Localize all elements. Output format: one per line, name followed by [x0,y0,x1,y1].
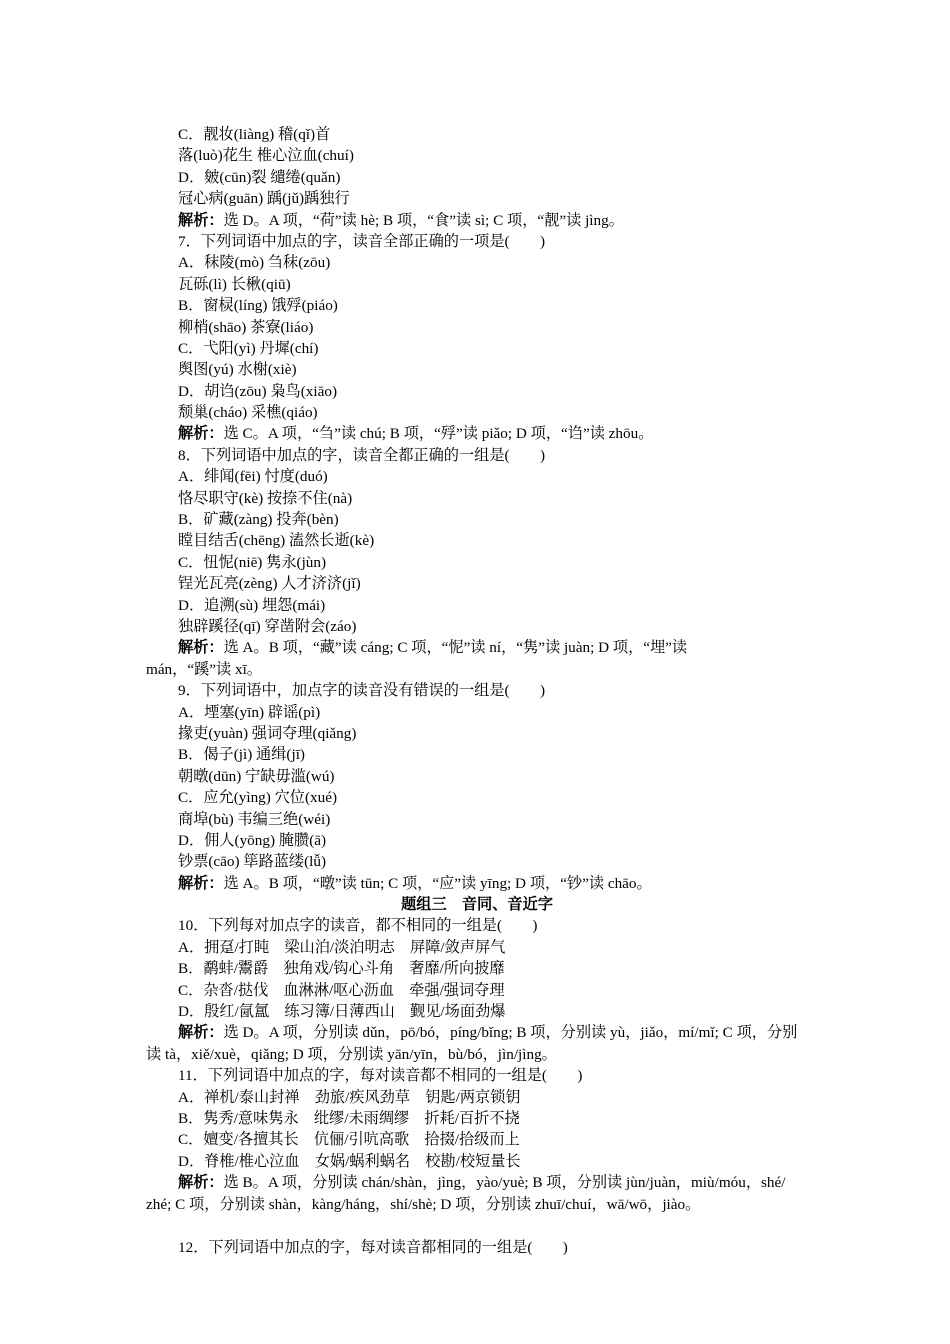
line-text: B．偈子(jì) 通缉(jī) [178,746,305,764]
analysis-line [146,637,808,658]
line-text: C．忸怩(niē) 隽永(jùn) [178,553,327,571]
line-text: 7．下列词语中加点的字，读音全部正确的一项是( ) [178,232,546,250]
option-line [146,1108,808,1129]
line-text: 读 tà，xiě/xuè，qiǎng; D 项，分别读 yān/yīn，bù/bó，jìn/jìng。 [146,1045,557,1063]
question-line [146,1065,808,1086]
option-continuation [146,488,808,509]
line-text: 选 C。A 项，“刍”读 chú; B 项，“殍”读 piǎo; D 项，“诌”读 zhōu。 [223,425,654,443]
option-line [146,552,808,573]
line-text: 柳梢(shāo) 茶寮(liáo) [178,318,314,336]
line-text: 选 B。A 项，分别读 chán/shàn，jìng，yào/yuè; B 项，分别读 jùn/juàn，miù/móu，shé/ [223,1174,786,1192]
line-text: 掾吏(yuàn) 强词夺理(qiǎng) [178,724,357,742]
line-text: 选 A。B 项，“暾”读 tūn; C 项，“应”读 yīng; D 项，“钞”读 chāo。 [223,874,652,892]
line-text: zhé; C 项，分别读 shàn，kàng/háng，shí/shè; D 项，分别读 zhuī/chuí，wā/wō，jiào。 [146,1195,701,1213]
question-line [146,445,808,466]
line-text: A．堙塞(yīn) 辟谣(pì) [178,703,321,721]
option-continuation [146,616,808,637]
option-line [146,381,808,402]
question-line [146,680,808,701]
line-text: 题组三 音同、音近字 [401,896,553,914]
option-continuation [146,530,808,551]
option-line [146,958,808,979]
line-text: 朝暾(dūn) 宁缺毋滥(wú) [178,767,335,785]
line-text: C．应允(yìng) 穴位(xué) [178,789,338,807]
option-line [146,466,808,487]
line-text: B．窗棂(líng) 饿殍(piáo) [178,297,338,315]
analysis-label: 解析： [178,1174,224,1192]
option-line [146,980,808,1001]
option-line [146,338,808,359]
line-text: 舆图(yú) 水榭(xiè) [178,361,297,379]
option-continuation [146,766,808,787]
line-text: mán，“蹊”读 xī。 [146,660,262,678]
option-line [146,509,808,530]
line-text: C．杂沓/挞伐 血淋淋/呕心沥血 牵强/强词夺理 [178,981,505,999]
line-text: 冠心病(guān) 踽(jǔ)踽独行 [178,190,350,208]
line-text: 独辟蹊径(qī) 穿凿附会(záo) [178,617,357,635]
line-text: B．矿藏(zàng) 投奔(bèn) [178,511,339,529]
option-line [146,702,808,723]
analysis-continuation [146,1044,808,1065]
analysis-label: 解析： [178,1024,224,1042]
option-continuation [146,188,808,209]
line-text: 锃光瓦亮(zèng) 人才济济(jǐ) [178,575,361,593]
analysis-continuation [146,659,808,680]
option-continuation [146,274,808,295]
analysis-label: 解析： [178,639,224,657]
analysis-continuation [146,1194,808,1215]
line-text: 恪尽职守(kè) 按捺不住(nà) [178,489,353,507]
line-text: B．隽秀/意味隽永 纰缪/未雨绸缪 折耗/百折不挠 [178,1109,520,1127]
option-continuation [146,402,808,423]
question-line [146,915,808,936]
line-text: A．秣陵(mò) 刍秣(zōu) [178,254,331,272]
line-text: C．弋阳(yì) 丹墀(chí) [178,339,319,357]
analysis-label: 解析： [178,874,224,892]
option-line [146,1001,808,1022]
option-line [146,787,808,808]
analysis-label: 解析： [178,425,224,443]
question-line [146,231,808,252]
line-text: D．皴(cūn)裂 缱绻(quǎn) [178,168,341,186]
option-continuation [146,851,808,872]
question-line [146,1237,808,1258]
line-text: D．殷红/氤氲 练习簿/日薄西山 觐见/场面劲爆 [178,1003,506,1021]
document-body [146,124,808,1258]
line-text: C．靓妆(liàng) 稽(qǐ)首 [178,126,331,143]
option-line [146,1087,808,1108]
option-line [146,1151,808,1172]
line-text: D．脊椎/椎心泣血 女娲/蜗利蜗名 校勘/校短量长 [178,1152,521,1170]
analysis-line [146,1172,808,1193]
line-text: A．绯闻(fēi) 忖度(duó) [178,468,328,486]
option-line [146,167,808,188]
line-text: 钞票(cāo) 筚路蓝缕(lǚ) [178,853,327,871]
option-line [146,295,808,316]
option-continuation [146,723,808,744]
line-text: 8．下列词语中加点的字，读音全都正确的一组是( ) [178,446,546,464]
line-text: 瞠目结舌(chēng) 溘然长逝(kè) [178,532,375,550]
analysis-line [146,873,808,894]
line-text: 12．下列词语中加点的字，每对读音都相同的一组是( ) [178,1238,568,1256]
analysis-line [146,1022,808,1043]
line-text: A．拥趸/打盹 梁山泊/淡泊明志 屏障/敛声屏气 [178,938,506,956]
line-text: D．胡诌(zōu) 枭鸟(xiāo) [178,382,338,400]
line-text: 选 D。A 项，分别读 dǔn，pō/bó，píng/bǐng; B 项，分别读 yù，jiǎo，mí/mǐ; C 项，分别 [223,1024,798,1042]
line-text: 颓巢(cháo) 采樵(qiáo) [178,404,318,422]
line-text: 9．下列词语中，加点字的读音没有错误的一组是( ) [178,682,546,700]
line-text: 选 A。B 项，“藏”读 cáng; C 项，“怩”读 ní，“隽”读 juàn; D 项，“埋”读 [223,639,688,657]
option-continuation [146,317,808,338]
section-heading [146,894,808,915]
line-text: D．佣人(yōng) 腌臜(ā) [178,831,327,849]
option-line [146,252,808,273]
line-text: 10．下列每对加点字的读音，都不相同的一组是( ) [178,917,538,935]
line-text: A．禅机/泰山封禅 劲旅/疾风劲草 钥匙/两京锁钥 [178,1088,521,1106]
option-continuation [146,809,808,830]
option-line [146,744,808,765]
analysis-line [146,210,808,231]
line-text: 选 D。A 项，“荷”读 hè; B 项，“食”读 sì; C 项，“靓”读 jìng。 [223,211,624,229]
option-line [146,937,808,958]
option-line [146,830,808,851]
option-continuation [146,359,808,380]
option-line [146,1129,808,1150]
document-page [146,124,808,1258]
line-text: 11．下列词语中加点的字，每对读音都不相同的一组是( ) [178,1067,583,1085]
option-line [146,124,808,145]
option-continuation [146,573,808,594]
line-text: 落(luò)花生 椎心泣血(chuí) [178,147,354,165]
option-line [146,595,808,616]
analysis-label: 解析： [178,211,224,229]
option-continuation [146,145,808,166]
line-text: 瓦砾(lì) 长楸(qiū) [178,275,291,293]
line-text: C．嬗变/各擅其长 伉俪/引吭高歌 拾掇/拾级而上 [178,1131,520,1149]
line-text: D．追溯(sù) 埋怨(mái) [178,596,326,614]
blank-gap [146,1215,808,1237]
line-text: 商埠(bù) 韦编三绝(wéi) [178,810,331,828]
analysis-line [146,423,808,444]
line-text: B．鹬蚌/鬻爵 独角戏/钩心斗角 奢靡/所向披靡 [178,960,505,978]
